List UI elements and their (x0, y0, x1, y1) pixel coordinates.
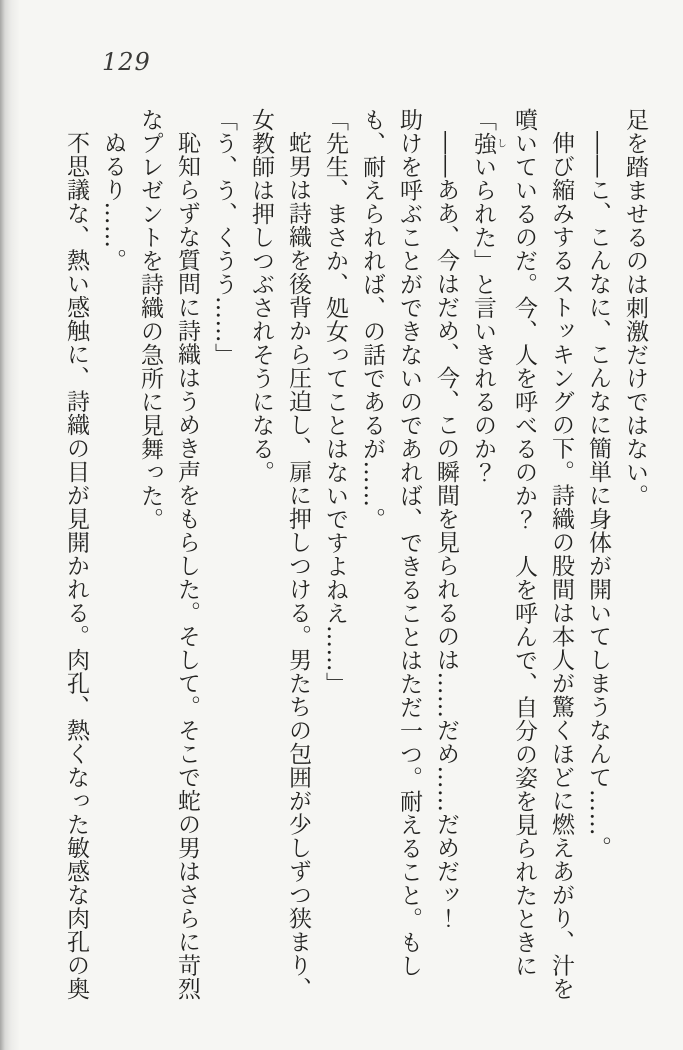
text-column: 「う、う、くうう……」 (211, 108, 237, 367)
text-column: ――こ、こんなに、こんなに簡単に身体が開いてしまうなんて……。 (585, 131, 611, 860)
text-column: 足を踏ませるのは刺激だけではない。 (622, 108, 648, 508)
text-column: 恥知らずな質問に詩織はうめき声をもらした。そして。そこで蛇の男はさらに苛烈 (174, 131, 200, 1001)
text-column: 「強しいられた」と言いきれるのか？ (470, 108, 506, 484)
text-column: 噴いているのだ。今、人を呼べるのか？ 人を呼んで、自分の姿を見られたときに (511, 108, 537, 978)
text-column: 伸び縮みするストッキングの下。詩織の股間は本人が驚くほどに燃えあがり、汁を (548, 131, 574, 1001)
text-column: ぬるり……。 (100, 131, 126, 272)
text-column: 蛇男は詩織を後背から圧迫し、扉に押しつける。男たちの包囲が少しずつ狭まり、 (285, 131, 311, 1001)
page-number: 129 (102, 48, 151, 76)
text-column: ――ああ、今はだめ、今、この瞬間を見られるのは……だめ……だめだッ！ (433, 131, 459, 930)
ruby-annotated-kanji: 強し (470, 131, 506, 155)
text-column: も、耐えられれば、の話であるが……。 (359, 108, 385, 531)
text-column: 女教師は押しつぶされそうになる。 (248, 108, 274, 484)
text-column: 助けを呼ぶことができないのであれば、できることはただ一つ。耐えること。もし (396, 108, 422, 978)
page-gutter-shading (0, 0, 20, 1050)
text-column: 不思議な、熱い感触に、詩織の目が見開かれる。肉孔、熱くなった敏感な肉孔の奥 (63, 131, 89, 1001)
text-column: なプレゼントを詩織の急所に見舞った。 (137, 108, 163, 531)
text-column: 「先生、まさか、処女ってことはないですよねえ……」 (322, 108, 348, 696)
vertical-text-block (47, 108, 653, 1010)
